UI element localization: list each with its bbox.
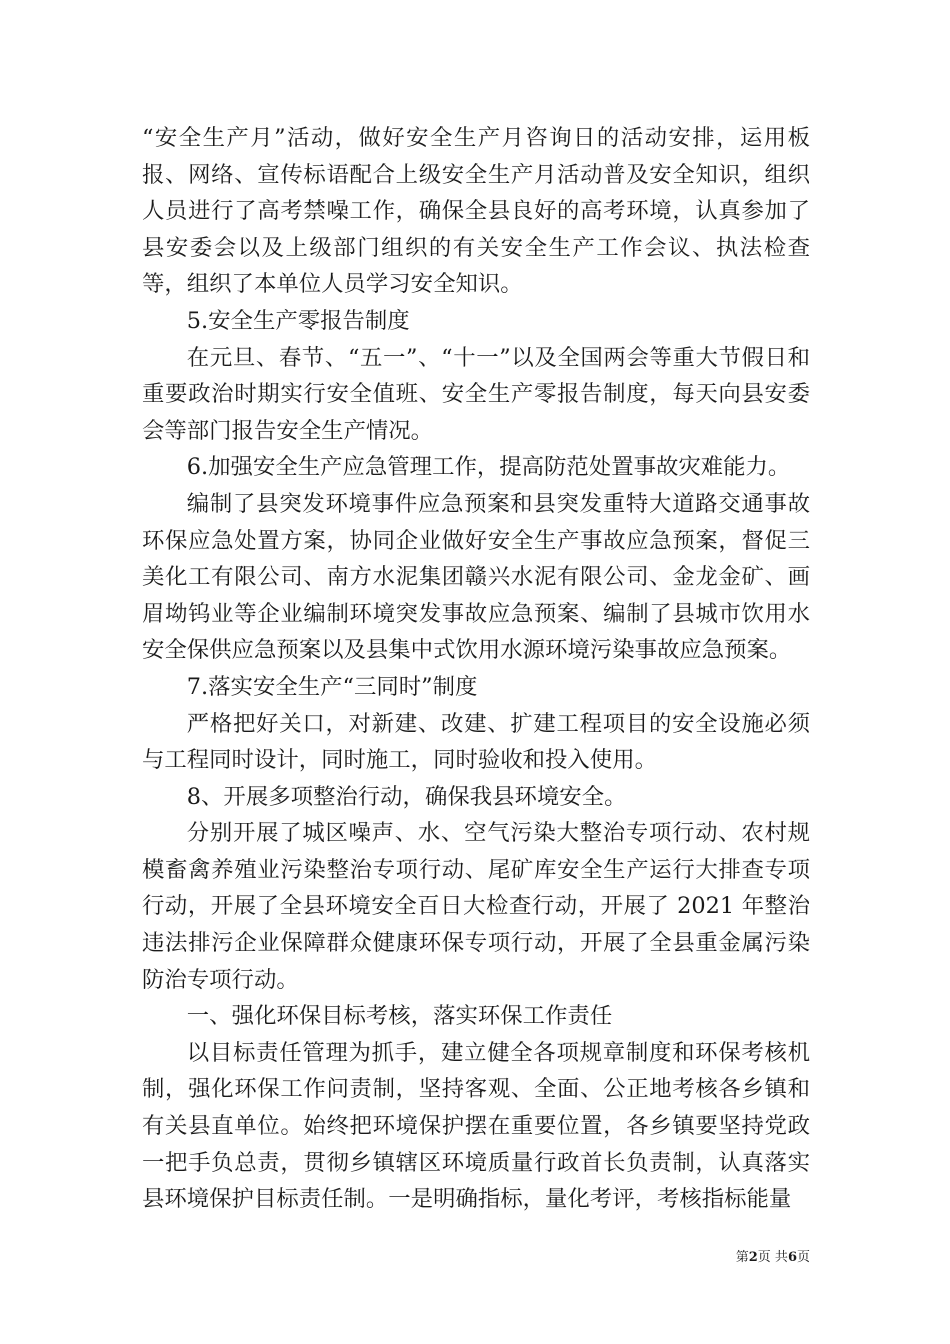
page-middle: 页 共 <box>757 1250 788 1265</box>
paragraph-1: “安全生产月”活动，做好安全生产月咨询日的活动安排，运用板报、网络、宣传标语配合上级安全生产月活动普及安全知识，组织人员进行了高考禁噪工作，确保全县良好的高考环境，认真参加了县安委会以及上级部门组织的有关安全生产工作会议、执法检查等，组织了本单位人员学习安全知识。 <box>142 125 810 298</box>
page-number <box>700 1246 810 1265</box>
heading-8-rectification: 8、开展多项整治行动，确保我县环境安全。 <box>186 783 627 810</box>
paragraph-3: 在元旦、春节、“五一”、“十一”以及全国两会等重大节假日和重要政治时期实行安全值班、安全生产零报告制度，每天向县安委会等部门报告安全生产情况。 <box>142 344 810 444</box>
heading-one-assessment: 一、强化环保目标考核，落实环保工作责任 <box>186 1003 613 1030</box>
paragraph-9: 分别开展了城区噪声、水、空气污染大整治专项行动、农村规模畜禽养殖业污染整治专项行动、尾矿库安全生产运行大排查专项行动，开展了全县环境安全百日大检查行动，开展了 2021 年整治违法排污企业保障群众健康环保专项行动，开展了全县重金属污染防治专项行动。 <box>142 820 810 993</box>
paragraph-11: 以目标责任管理为抓手，建立健全各项规章制度和环保考核机制，强化环保工作问责制，坚持客观、全面、公正地考核各乡镇和有关县直单位。始终把环境保护摆在重要位置，各乡镇要坚持党政一把手负总责，贯彻乡镇辖区环境质量行政首长负责制，认真落实县环境保护目标责任制。一是明确指标，量化考评，考核指标能量 <box>142 1039 810 1213</box>
paragraph-5: 编制了县突发环境事件应急预案和县突发重特大道路交通事故环保应急处置方案，协同企业做好安全生产事故应急预案，督促三美化工有限公司、南方水泥集团赣兴水泥有限公司、金龙金矿、画眉坳钨业等企业编制环境突发事故应急预案、编制了县城市饮用水安全保供应急预案以及县集中式饮用水源环境污染事故应急预案。 <box>142 490 810 664</box>
current-page-number: 2 <box>748 1250 758 1265</box>
total-pages-number: 6 <box>787 1250 797 1265</box>
heading-7-three-simultaneous: 7.落实安全生产“三同时”制度 <box>186 673 478 700</box>
page-prefix: 第 <box>735 1250 749 1265</box>
paragraph-7: 严格把好关口，对新建、改建、扩建工程项目的安全设施必须与工程同时设计，同时施工，同时验收和投入使用。 <box>142 710 810 774</box>
body-text <box>142 120 810 1218</box>
heading-6-emergency: 6.加强安全生产应急管理工作，提高防范处置事故灾难能力。 <box>186 454 791 481</box>
page-suffix: 页 <box>796 1250 810 1265</box>
heading-5-zero-report: 5.安全生产零报告制度 <box>186 307 410 334</box>
